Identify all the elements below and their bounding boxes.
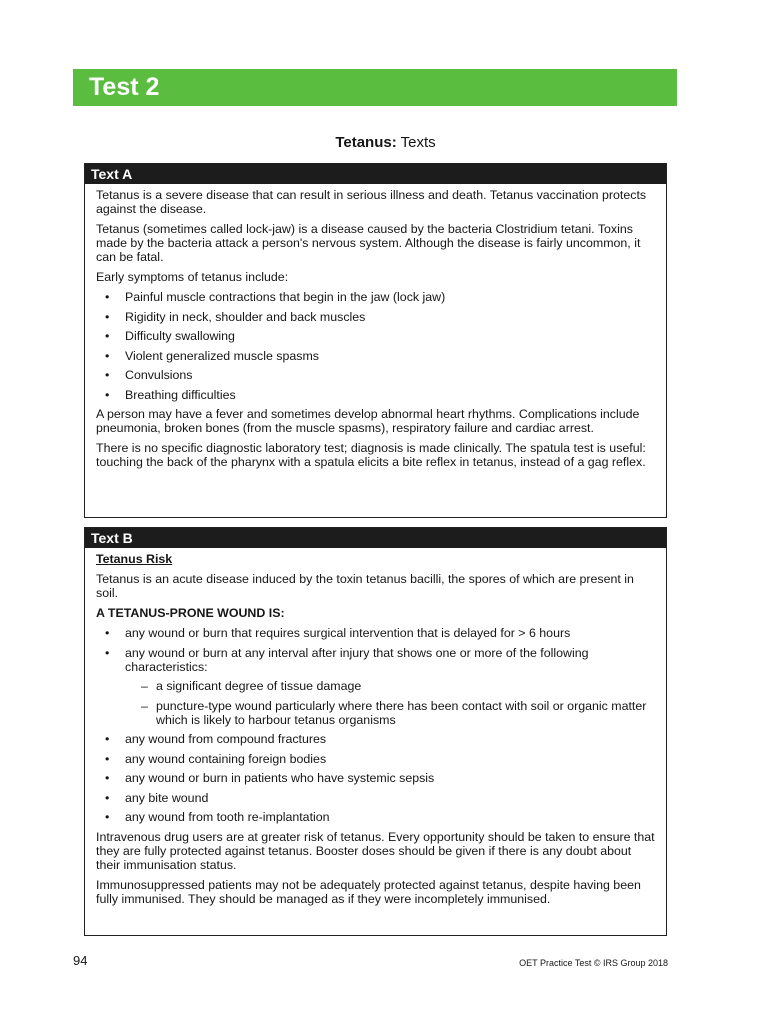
list-item: • Rigidity in neck, shoulder and back muscles (105, 309, 366, 324)
text-b-label: Text B (85, 528, 666, 548)
text-b-paragraph: Tetanus is an acute disease induced by the toxin tetanus bacilli, the spores of which are present in soil. (96, 572, 634, 600)
text-a-paragraph: Early symptoms of tetanus include: (96, 270, 289, 284)
list-item: • Painful muscle contractions that begin in the jaw (lock jaw) (105, 290, 446, 304)
list-item: • any bite wound (105, 790, 209, 805)
text-a-paragraph: Tetanus is a severe disease that can result in serious illness and death. Tetanus vaccination protects against the disease. (96, 188, 647, 216)
wound-list (96, 626, 656, 824)
page-title-bold: Tetanus: (335, 134, 397, 151)
sub-list-item: – puncture-type wound particularly where there has been contact with soil or organic matter which is likely to harbour tetanus organisms (141, 698, 647, 727)
text-b-paragraph: Immunosuppressed patients may not be adequately protected against tetanus, despite having been fully immunised. They should be managed as if they were incompletely immunised. (96, 877, 641, 906)
list-item: • Violent generalized muscle spasms (105, 348, 319, 363)
page-number: 94 (73, 953, 88, 968)
list-item: • any wound or burn that requires surgical intervention that is delayed for > 6 hours (105, 626, 571, 640)
text-a-paragraph: There is no specific diagnostic laboratory test; diagnosis is made clinically. The spatula test is useful: touching the back of the pharynx with a spatula elicits a bite reflex in tetanus, instead of a gag reflex. (96, 441, 646, 469)
wound-heading: A TETANUS-PRONE WOUND IS: (96, 606, 285, 620)
list-item: • any wound containing foreign bodies (105, 751, 327, 766)
text-b-paragraph: Intravenous drug users are at greater risk of tetanus. Every opportunity should be taken to ensure that they are fully protected against tetanus. Booster doses should be given if there is any doubt about their immunisation status. (96, 829, 655, 872)
list-item: • Breathing difficulties (105, 387, 236, 402)
footer-copyright: OET Practice Test © IRS Group 2018 (519, 958, 668, 968)
list-item: • any wound or burn in patients who have systemic sepsis (105, 771, 435, 785)
page-title-rest: Texts (400, 134, 436, 151)
list-item: • any wound from compound fractures (105, 732, 327, 746)
list-item: • any wound or burn at any interval after injury that shows one or more of the following characteristics: (105, 645, 589, 674)
text-a-paragraph: Tetanus (sometimes called lock-jaw) is a disease caused by the bacteria Clostridium tetani. Toxins made by the bacteria attack a person's nervous system. Although the disease is fairly uncommon, it can be fatal. (96, 222, 641, 264)
text-a-box (84, 163, 667, 518)
text-b-subheading: Tetanus Risk (96, 552, 173, 566)
text-a-paragraph: A person may have a fever and sometimes develop abnormal heart rhythms. Complications include pneumonia, broken bones (from the muscle spasms), respiratory failure and cardiac arrest. (96, 407, 640, 435)
symptom-list (96, 290, 656, 402)
list-item: • any wound from tooth re-implantation (105, 810, 330, 824)
text-b-box (84, 527, 667, 936)
text-b-body (85, 548, 666, 906)
text-a-body (85, 184, 666, 469)
sub-list-item: – a significant degree of tissue damage (141, 679, 362, 693)
list-item: • Difficulty swallowing (105, 329, 235, 343)
test-banner: Test 2 (73, 69, 677, 106)
page-title (0, 133, 768, 152)
list-item: • Convulsions (105, 368, 193, 382)
text-a-label: Text A (85, 164, 666, 184)
